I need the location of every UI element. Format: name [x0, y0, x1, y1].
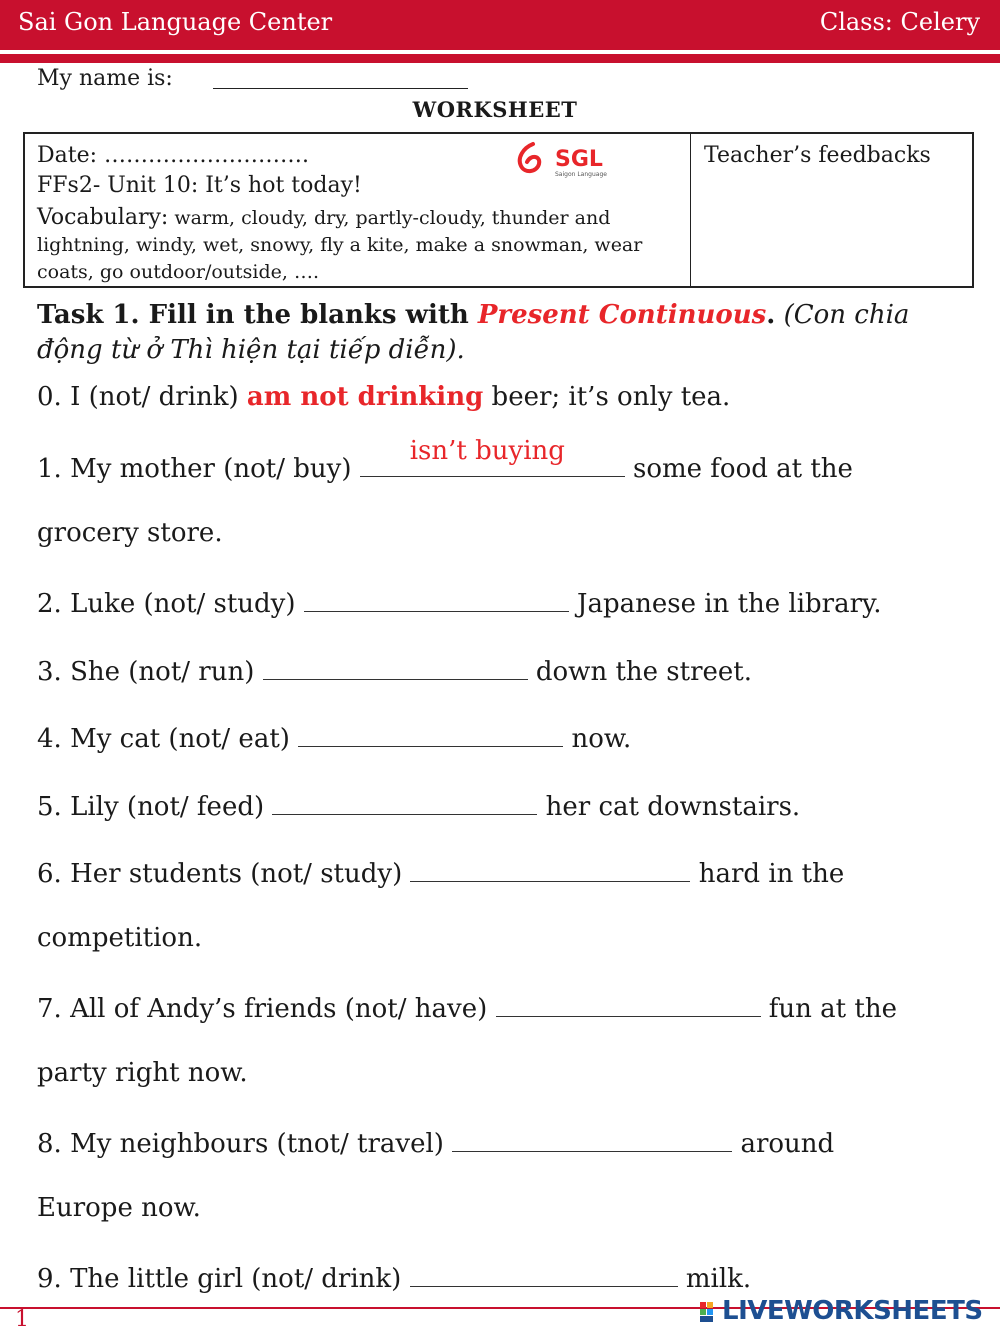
question-text: 4. My cat (not/ eat): [37, 724, 299, 754]
task-heading: [37, 298, 967, 368]
question-8-continued: Europe now.: [37, 1193, 201, 1223]
question-9: [37, 1260, 751, 1294]
name-field[interactable]: [213, 88, 468, 89]
question-text: her cat downstairs.: [537, 792, 801, 822]
question-text: 3. She (not/ run): [37, 657, 263, 687]
question-7-continued: party right now.: [37, 1058, 248, 1088]
liveworksheets-watermark[interactable]: LIVEWORKSHEETS: [722, 1296, 983, 1326]
task-dot: .: [766, 300, 776, 330]
logo-subtext: Saigon Language: [555, 171, 607, 178]
sgl-logo: [515, 140, 625, 180]
answer-blank-5[interactable]: [272, 788, 537, 815]
answer-blank-4[interactable]: [298, 720, 563, 747]
question-text: 8. My neighbours (tnot/ travel): [37, 1129, 453, 1159]
question-2: [37, 585, 882, 619]
question-1-continued: grocery store.: [37, 518, 223, 548]
answer-blank-3[interactable]: [263, 653, 528, 680]
question-text: down the street.: [527, 657, 753, 687]
center-name: Sai Gon Language Center: [18, 8, 333, 36]
worksheet-title: WORKSHEET: [412, 97, 578, 122]
example-answer: am not drinking: [246, 382, 484, 412]
answer-blank-9[interactable]: [410, 1260, 678, 1287]
header-bar: [0, 0, 1000, 50]
date-line: Date: ……………………….: [37, 143, 310, 168]
question-text: 7. All of Andy’s friends (not/ have): [37, 994, 496, 1024]
question-text: 1. My mother (not/ buy): [37, 454, 360, 484]
question-text: 6. Her students (not/ study): [37, 859, 411, 889]
task-instruction-vi: (Con chia động từ ở Thì hiện tại tiếp diễn).: [37, 300, 910, 365]
vocabulary-text: [37, 204, 677, 286]
answer-blank-2[interactable]: [304, 585, 569, 612]
filled-answer-1: isn’t buying: [409, 436, 565, 466]
question-text: around: [732, 1129, 835, 1159]
question-8: [37, 1125, 834, 1159]
question-text: fun at the: [760, 994, 897, 1024]
task-tense: Present Continuous: [477, 300, 767, 330]
liveworksheets-icon: [700, 1300, 720, 1324]
unit-title: FFs2- Unit 10: It’s hot today!: [37, 173, 362, 198]
question-3: [37, 653, 752, 687]
class-label: Class: Celery: [819, 8, 980, 36]
question-text: beer; it’s only tea.: [483, 382, 731, 412]
question-text: 9. The little girl (not/ drink): [37, 1264, 410, 1294]
question-text: 0. I (not/ drink): [37, 382, 247, 412]
question-6-continued: competition.: [37, 923, 203, 953]
header-rule: [0, 54, 1000, 63]
question-text: 2. Luke (not/ study): [37, 589, 304, 619]
question-text: some food at the: [624, 454, 853, 484]
question-6: [37, 855, 844, 889]
vocabulary-words: warm, cloudy, dry, partly-cloudy, thunder and lightning, windy, wet, snowy, fly a kite, make a snowman, wear coats, go outdoor/outside, ….: [37, 207, 643, 283]
question-4: [37, 720, 631, 754]
question-text: now.: [563, 724, 632, 754]
answer-blank-6[interactable]: [410, 855, 690, 882]
question-0: [37, 382, 730, 412]
info-box: [23, 132, 974, 288]
feedback-cell: [691, 134, 972, 286]
question-7: [37, 990, 897, 1024]
answer-blank-8[interactable]: [452, 1125, 732, 1152]
answer-blank-7[interactable]: [496, 990, 761, 1017]
question-5: [37, 788, 800, 822]
question-text: hard in the: [690, 859, 845, 889]
question-text: Japanese in the library.: [568, 589, 882, 619]
feedback-label: Teacher’s feedbacks: [704, 143, 931, 168]
question-text: milk.: [677, 1264, 752, 1294]
task-title: Task 1. Fill in the blanks with: [37, 300, 478, 330]
page-number: 1: [15, 1307, 29, 1332]
name-label: My name is:: [37, 66, 173, 91]
logo-text: SGL: [555, 147, 603, 172]
vocabulary-label: Vocabulary:: [37, 205, 169, 230]
answer-blank-1[interactable]: [360, 436, 625, 477]
info-left-cell: [25, 134, 691, 286]
question-1: [37, 436, 853, 484]
question-text: 5. Lily (not/ feed): [37, 792, 273, 822]
